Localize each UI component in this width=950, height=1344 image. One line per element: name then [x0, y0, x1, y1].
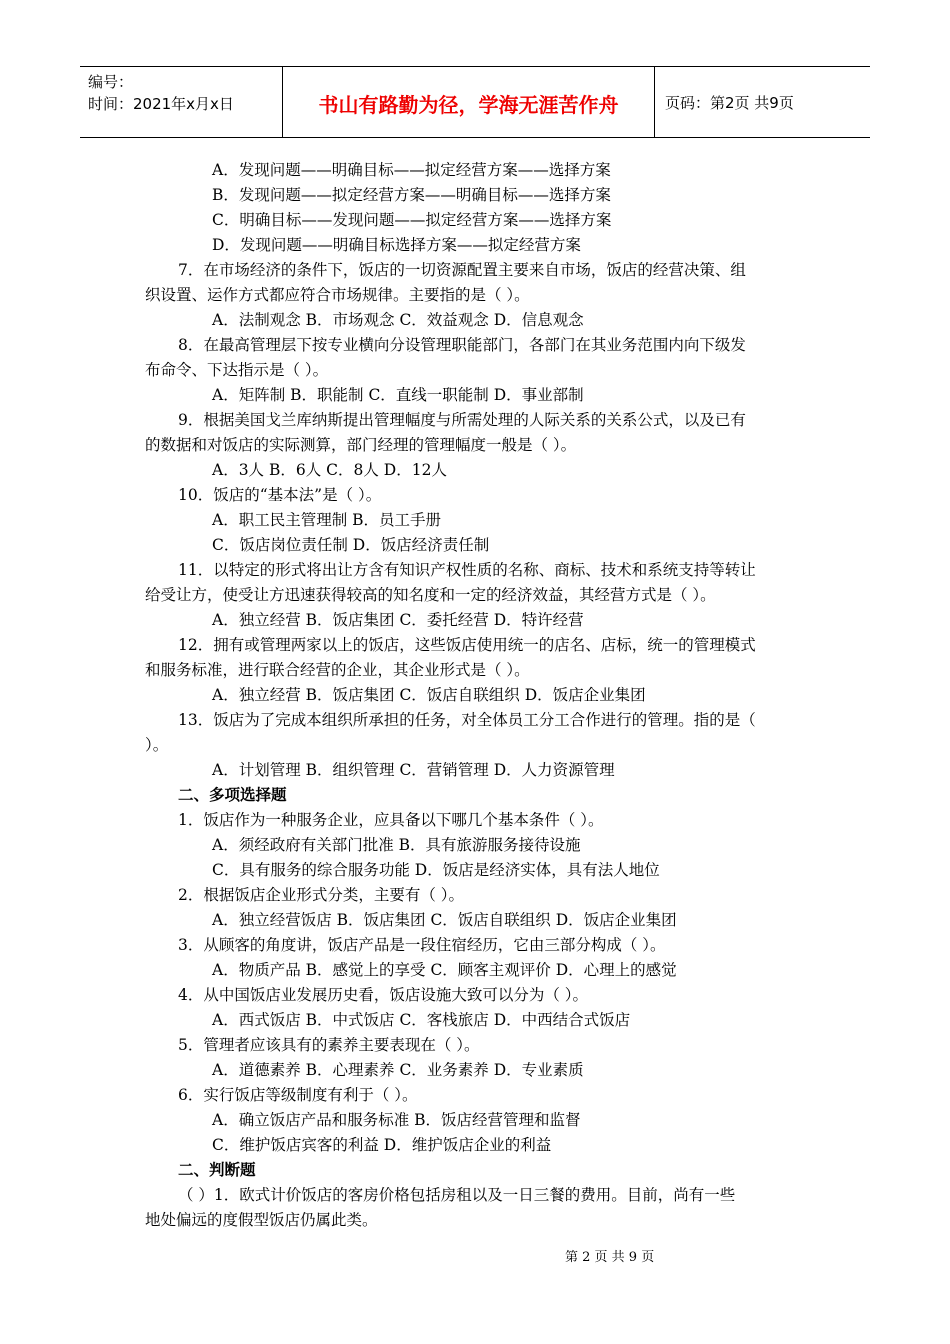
question-line: 的数据和对饭店的实际测算，部门经理的管理幅度一般是（ ）。 [145, 436, 577, 454]
option-line: A．矩阵制 B．职能制 C．直线一职能制 D．事业部制 [212, 386, 584, 404]
question-line: 地处偏远的度假型饭店仍属此类。 [145, 1211, 378, 1229]
option-line: B．发现问题——拟定经营方案——明确目标——选择方案 [212, 186, 611, 204]
option-line: A．法制观念 B．市场观念 C．效益观念 D．信息观念 [212, 311, 584, 329]
doc-number-label: 编号： [88, 73, 134, 91]
question-line: 8．在最高管理层下按专业横向分设管理职能部门，各部门在其业务范围内向下级发 [178, 336, 746, 354]
option-line: A．道德素养 B．心理素养 C．业务素养 D．专业素质 [212, 1061, 584, 1079]
question-line: 5．管理者应该具有的素养主要表现在（ ）。 [178, 1036, 480, 1054]
option-line: A．计划管理 B．组织管理 C．营销管理 D．人力资源管理 [212, 761, 615, 779]
header-page-cell [655, 67, 870, 137]
doc-time-label: 时间：2021年x月x日 [88, 95, 234, 113]
question-line: 2．根据饭店企业形式分类，主要有（ ）。 [178, 886, 465, 904]
header-page-number: 页码：第2页 共9页 [665, 94, 794, 112]
question-line: ）。 [145, 736, 169, 754]
question-line: 7．在市场经济的条件下，饭店的一切资源配置主要来自市场，饭店的经营决策、组 [178, 261, 746, 279]
page-footer: 第 2 页 共 9 页 [565, 1250, 655, 1265]
question-line: 布命令、下达指示是（ ）。 [145, 361, 329, 379]
section-heading: 二、多项选择题 [178, 786, 287, 804]
question-line: 4．从中国饭店业发展历史看，饭店设施大致可以分为（ ）。 [178, 986, 589, 1004]
question-line: 11．以特定的形式将出让方含有知识产权性质的名称、商标、技术和系统支持等转让 [178, 561, 756, 579]
question-line: 1．饭店作为一种服务企业，应具备以下哪几个基本条件（ ）。 [178, 811, 604, 829]
header-motto: 书山有路勤为径，学海无涯苦作舟 [318, 93, 619, 117]
option-line: A．职工民主管理制 B．员工手册 [212, 511, 442, 529]
question-line: 给受让方，使受让方迅速获得较高的知名度和一定的经济效益，其经营方式是（ ）。 [145, 586, 716, 604]
option-line: A．独立经营 B．饭店集团 C．饭店自联组织 D．饭店企业集团 [212, 686, 646, 704]
question-line: 12．拥有或管理两家以上的饭店，这些饭店使用统一的店名、店标，统一的管理模式 [178, 636, 756, 654]
option-line: A．须经政府有关部门批准 B．具有旅游服务接待设施 [212, 836, 581, 854]
option-line: D．发现问题——明确目标选择方案——拟定经营方案 [212, 236, 581, 254]
option-line: A．物质产品 B．感觉上的享受 C．顾客主观评价 D．心理上的感觉 [212, 961, 677, 979]
question-line: 织设置、运作方式都应符合市场规律。主要指的是（ ）。 [145, 286, 530, 304]
section-heading: 二、判断题 [178, 1161, 256, 1179]
option-line: A．3人 B．6人 C．8人 D．12人 [212, 461, 447, 479]
header-meta-cell [80, 67, 283, 137]
question-line: （ ）1．欧式计价饭店的客房价格包括房租以及一日三餐的费用。目前，尚有一些 [178, 1186, 736, 1204]
question-line: 9．根据美国戈兰库纳斯提出管理幅度与所需处理的人际关系的关系公式，以及已有 [178, 411, 746, 429]
option-line: C．维护饭店宾客的利益 D．维护饭店企业的利益 [212, 1136, 552, 1154]
option-line: A．确立饭店产品和服务标准 B．饭店经营管理和监督 [212, 1111, 581, 1129]
question-line: 和服务标准，进行联合经营的企业，其企业形式是（ ）。 [145, 661, 530, 679]
option-line: A．发现问题——明确目标——拟定经营方案——选择方案 [212, 161, 611, 179]
option-line: A．独立经营饭店 B．饭店集团 C．饭店自联组织 D．饭店企业集团 [212, 911, 677, 929]
option-line: C．明确目标——发现问题——拟定经营方案——选择方案 [212, 211, 612, 229]
option-line: C．饭店岗位责任制 D．饭店经济责任制 [212, 536, 490, 554]
question-line: 10．饭店的“基本法”是（ ）。 [178, 486, 382, 504]
page-header [80, 66, 870, 138]
question-line: 13．饭店为了完成本组织所承担的任务，对全体员工分工合作进行的管理。指的是（ [178, 711, 756, 729]
option-line: A．独立经营 B．饭店集团 C．委托经营 D．特许经营 [212, 611, 584, 629]
option-line: C．具有服务的综合服务功能 D．饭店是经济实体，具有法人地位 [212, 861, 660, 879]
question-line: 3．从顾客的角度讲，饭店产品是一段住宿经历，它由三部分构成（ ）。 [178, 936, 666, 954]
question-line: 6．实行饭店等级制度有利于（ ）。 [178, 1086, 418, 1104]
header-motto-cell [283, 67, 655, 137]
option-line: A．西式饭店 B．中式饭店 C．客栈旅店 D．中西结合式饭店 [212, 1011, 631, 1029]
